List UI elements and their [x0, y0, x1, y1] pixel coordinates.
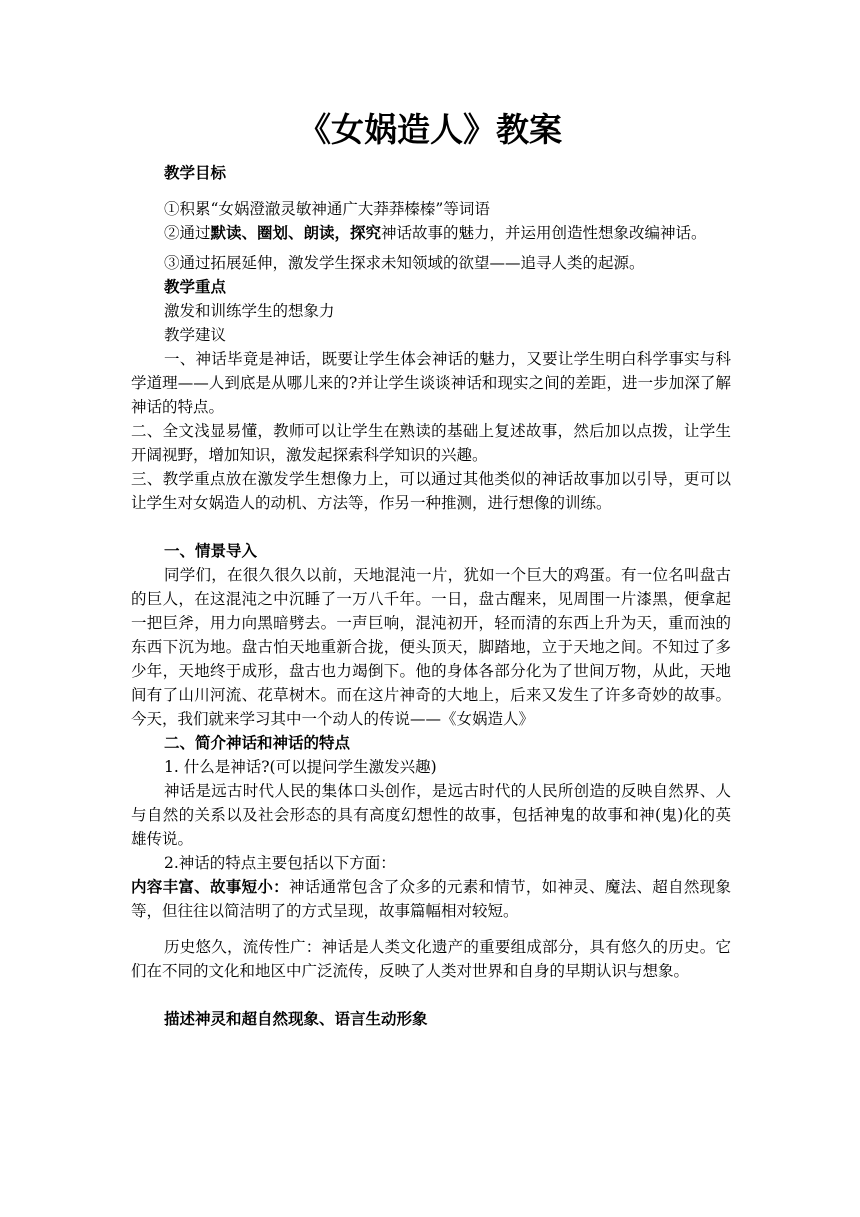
feature-1-label: 内容丰富、故事短小： — [131, 878, 289, 896]
goal-item-2-rest: 神话故事的魅力，并运用创造性想象改编神话。 — [381, 224, 707, 242]
goals-heading: 教学目标 — [164, 164, 227, 182]
document-title: 《女娲造人》教案 — [298, 110, 562, 149]
section-1-heading: 一、情景导入 — [164, 542, 258, 560]
advice-paragraph-2: 二、全文浅显易懂，教师可以让学生在熟读的基础上复述故事，然后加以点拨，让学生开阔视野，增加知识，激发起探索科学知识的兴趣。 — [131, 422, 731, 464]
advice-paragraph-3: 三、教学重点放在激发学生想像力上，可以通过其他类似的神话故事加以引导，更可以让学生对女娲造人的动机、方法等，作另一种推测，进行想像的训练。 — [131, 470, 731, 512]
feature-2: 历史悠久，流传性广：神话是人类文化遗产的重要组成部分，具有悠久的历史。它们在不同的文化和地区中广泛流传，反映了人类对世界和自身的早期认识与想象。 — [131, 938, 731, 980]
document-body — [131, 161, 731, 1031]
section-2-question-2: 2.神话的特点主要包括以下方面： — [164, 854, 396, 872]
section-1-text: 同学们，在很久很久以前，天地混沌一片，犹如一个巨大的鸡蛋。有一位名叫盘古的巨人，在这混沌之中沉睡了一万八千年。一日，盘古醒来，见周围一片漆黑，便拿起一把巨斧，用力向黑暗劈去。一声巨响，混沌初开，轻而清的东西上升为天，重而浊的东西下沉为地。盘古怕天地重新合拢，便头顶天，脚踏地，立于天地之间。不知过了多少年，天地终于成形，盘古也力竭倒下。他的身体各部分化为了世间万物，从此，天地间有了山川河流、花草树木。而在这片神奇的大地上，后来又发生了许多奇妙的故事。今天，我们就来学习其中一个动人的传说——《女娲造人》 — [131, 566, 731, 728]
feature-3-heading: 描述神灵和超自然现象、语言生动形象 — [164, 1010, 428, 1028]
goal-item-1: ①积累“女娲澄澈灵敏神通广大莽莽榛榛”等词语 — [164, 200, 490, 218]
goal-item-2-prefix: ②通过 — [164, 224, 211, 242]
section-2-heading: 二、简介神话和神话的特点 — [164, 734, 351, 752]
feature-1-text: 神话通常包含了众多的元素和情节，如神灵、魔法、超自然现象等，但往往以简洁明了的方式呈现，故事篇幅相对较短。 — [131, 878, 731, 920]
advice-heading: 教学建议 — [164, 326, 227, 344]
goal-item-2 — [131, 221, 731, 245]
goal-item-2-methods: 默读、圈划、朗读，探究 — [210, 224, 382, 242]
section-2-answer-1: 神话是远古时代人民的集体口头创作，是远古时代的人民所创造的反映自然界、人与自然的关系以及社会形态的具有高度幻想性的故事，包括神鬼的故事和神(鬼)化的英雄传说。 — [131, 782, 731, 848]
feature-1 — [131, 875, 731, 923]
focus-heading: 教学重点 — [164, 278, 227, 296]
focus-text: 激发和训练学生的想象力 — [164, 302, 335, 320]
advice-paragraph-1: 一、神话毕竟是神话，既要让学生体会神话的魅力，又要让学生明白科学事实与科学道理——人到底是从哪儿来的?并让学生谈谈神话和现实之间的差距，进一步加深了解神话的特点。 — [131, 350, 731, 416]
section-2-question-1: 1. 什么是神话?(可以提问学生激发兴趣) — [164, 758, 437, 776]
goal-item-3: ③通过拓展延伸，激发学生探求未知领域的欲望——追寻人类的起源。 — [164, 254, 645, 272]
